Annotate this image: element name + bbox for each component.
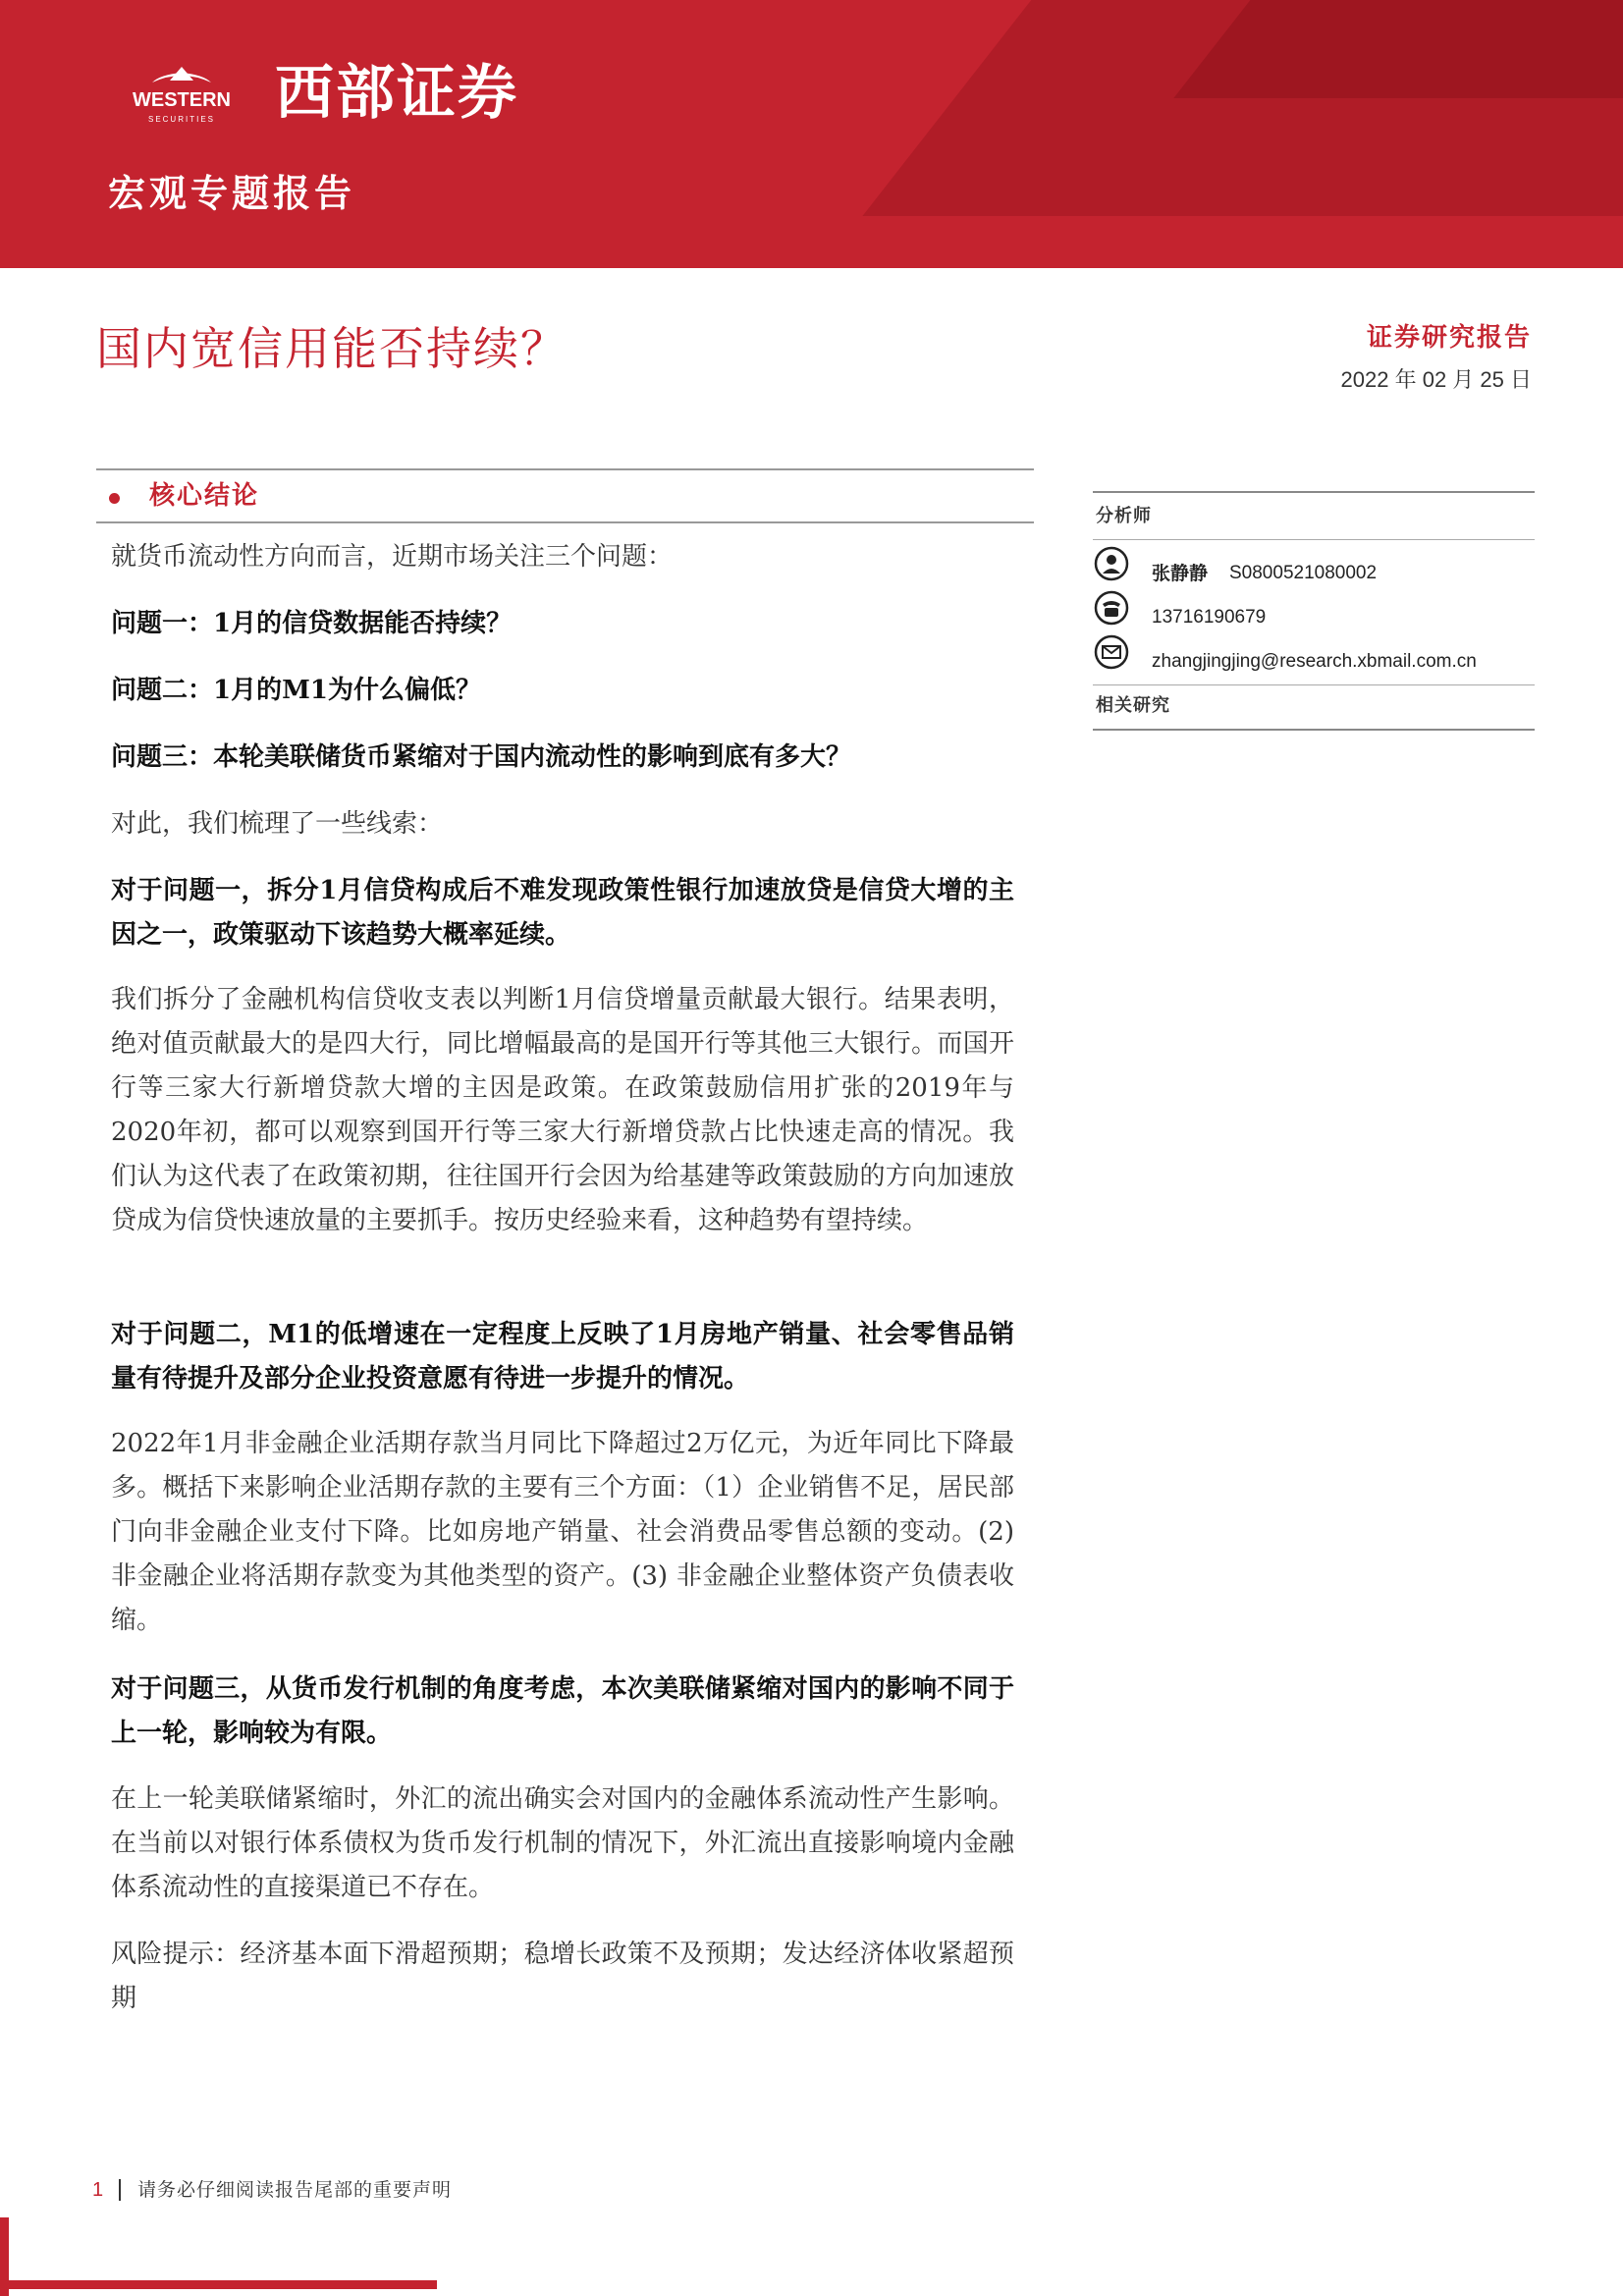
answer-one-head: 对于问题一，拆分1月信贷构成后不难发现政策性银行加速放贷是信贷大增的主因之一，政策驱动下该趋势大概率延续。 <box>111 876 1014 950</box>
western-securities-logo <box>113 61 250 130</box>
related-research-label: 相关研究 <box>1096 695 1170 716</box>
question-three: 问题三：本轮美联储货币紧缩对于国内流动性的影响到底有多大？ <box>111 742 852 772</box>
answer-three-body: 在上一轮美联储紧缩时，外汇的流出确实会对国内的金融体系流动性产生影响。在当前以对银行体系债权为货币发行机制的情况下，外汇流出直接影响境内金融体系流动性的直接渠道已不存在。 <box>111 1784 1014 1902</box>
question-two: 问题二：1月的M1为什么偏低？ <box>111 676 481 705</box>
intro-paragraph: 就货币流动性方向而言，近期市场关注三个问题： <box>111 542 674 572</box>
email-icon <box>1094 634 1129 670</box>
doc-type-label: 证券研究报告 <box>1366 323 1532 353</box>
answer-one-body: 我们拆分了金融机构信贷收支表以判断1月信贷增量贡献最大银行。结果表明，绝对值贡献最大的是四大行，同比增幅最高的是国开行等其他三大银行。而国开行等三家大行新增贷款大增的主因是政策。在政策鼓励信用扩张的2019年与2020年初，都可以观察到国开行等三家大行新增贷款占比快速走高的情况。我们认为这代表了在政策初期，往往国开行会因为给基建等政策鼓励的方向加速放贷成为信贷快速放量的主要抓手。按历史经验来看，这种趋势有望持续。 <box>111 985 1014 1235</box>
section-divider <box>96 521 1034 523</box>
question-one: 问题一：1月的信贷数据能否持续？ <box>111 609 513 638</box>
analyst-email[interactable]: zhangjingjing@research.xbmail.com.cn <box>1152 651 1477 672</box>
sidebar-divider <box>1093 729 1535 731</box>
analyst-phone: 13716190679 <box>1152 607 1267 628</box>
phone-icon <box>1094 590 1129 626</box>
page-number: 1 <box>92 2179 104 2201</box>
svg-text:WESTERN: WESTERN <box>133 89 231 111</box>
person-icon <box>1094 546 1129 581</box>
report-type: 宏观专题报告 <box>108 171 356 215</box>
page-title: 国内宽信用能否持续？ <box>96 322 568 375</box>
section-title: 核心结论 <box>149 481 260 511</box>
footer-notice: 请务必仔细阅读报告尾部的重要声明 <box>137 2179 453 2201</box>
bullet-icon <box>109 493 120 504</box>
sidebar-divider <box>1093 684 1535 685</box>
analyst-name: 张静静 <box>1152 563 1209 584</box>
analyst-label: 分析师 <box>1096 506 1152 526</box>
clue-intro: 对此，我们梳理了一些线索： <box>111 809 444 839</box>
corner-decoration <box>0 2280 437 2289</box>
sidebar-divider <box>1093 539 1535 540</box>
sidebar-divider <box>1093 491 1535 493</box>
brand-name: 西部证券 <box>275 59 518 128</box>
footer-separator <box>119 2179 121 2201</box>
answer-two-head: 对于问题二，M1的低增速在一定程度上反映了1月房地产销量、社会零售品销量有待提升及部分企业投资意愿有待进一步提升的情况。 <box>111 1320 1014 1394</box>
report-date: 2022 年 02 月 25 日 <box>1340 367 1532 392</box>
header-banner <box>0 0 1623 268</box>
section-divider <box>96 468 1034 470</box>
risk-warning: 风险提示：经济基本面下滑超预期；稳增长政策不及预期；发达经济体收紧超预期 <box>111 1940 1014 2013</box>
answer-three-head: 对于问题三，从货币发行机制的角度考虑，本次美联储紧缩对国内的影响不同于上一轮，影响较为有限。 <box>111 1674 1014 1748</box>
analyst-id: S0800521080002 <box>1229 563 1378 583</box>
svg-text:SECURITIES: SECURITIES <box>147 115 216 124</box>
answer-two-body: 2022年1月非金融企业活期存款当月同比下降超过2万亿元，为近年同比下降最多。概括下来影响企业活期存款的主要有三个方面：（1）企业销售不足，居民部门向非金融企业支付下降。比如房地产销量、社会消费品零售总额的变动。(2) 非金融企业将活期存款变为其他类型的资产。(3) 非金融企业整体资产负债表收缩。 <box>111 1429 1014 1635</box>
header-shade <box>1173 0 1623 98</box>
